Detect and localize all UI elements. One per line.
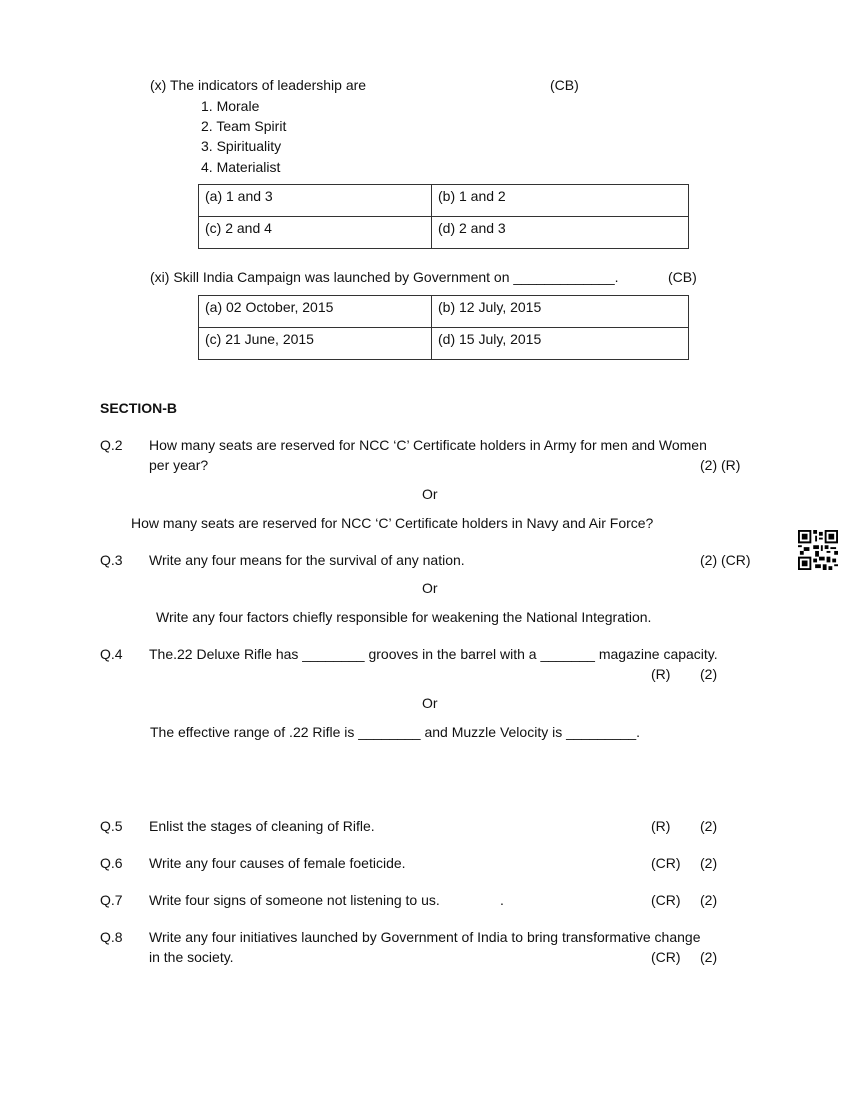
question-4-alternative: The effective range of .22 Rifle is ________ and Muzzle Velocity is _________. [150, 724, 641, 740]
question-3-text: Write any four means for the survival of any nation. [149, 552, 465, 568]
option-cell: (a) 02 October, 2015 [199, 296, 432, 328]
or-separator: Or [422, 486, 438, 502]
question-8-marks: (2) [700, 949, 718, 965]
question-8-line1: Write any four initiatives launched by Government of India to bring transformative change [149, 929, 701, 945]
question-xi-options-table [198, 295, 689, 360]
table-row [199, 328, 689, 360]
table-row [199, 296, 689, 328]
question-4-tag: (R) [651, 666, 671, 682]
question-2-alternative: How many seats are reserved for NCC ‘C’ Certificate holders in Navy and Air Force? [131, 515, 654, 531]
question-xi-stem: (xi) Skill India Campaign was launched by Government on _____________. [150, 269, 619, 285]
question-number: Q.8 [100, 929, 123, 945]
question-8-line2: in the society. [149, 949, 234, 965]
question-4-text: The.22 Deluxe Rifle has ________ grooves in the barrel with a _______ magazine capacity. [149, 646, 718, 662]
question-2-line1: How many seats are reserved for NCC ‘C’ Certificate holders in Army for men and Women [149, 437, 707, 453]
question-8-tag: (CR) [651, 949, 681, 965]
question-number: Q.3 [100, 552, 123, 568]
question-5-marks: (2) [700, 818, 718, 834]
question-6-marks: (2) [700, 855, 718, 871]
qr-code-icon [798, 530, 838, 570]
question-number: Q.4 [100, 646, 123, 662]
question-3-marks: (2) (CR) [700, 552, 751, 568]
question-number: Q.2 [100, 437, 123, 453]
question-7-tag: (CR) [651, 892, 681, 908]
list-item: 1. Morale [201, 98, 260, 114]
question-4-marks: (2) [700, 666, 718, 682]
section-title: SECTION-B [100, 400, 177, 416]
question-x-options-table [198, 184, 689, 249]
question-2-marks: (2) (R) [700, 457, 741, 473]
or-separator: Or [422, 580, 438, 596]
question-6-tag: (CR) [651, 855, 681, 871]
question-x-stem: (x) The indicators of leadership are [150, 77, 367, 93]
question-7-marks: (2) [700, 892, 718, 908]
question-5-text: Enlist the stages of cleaning of Rifle. [149, 818, 375, 834]
question-6-text: Write any four causes of female foeticide. [149, 855, 406, 871]
question-3-alternative: Write any four factors chiefly responsible for weakening the National Integration. [156, 609, 652, 625]
option-cell: (d) 2 and 3 [432, 217, 689, 249]
table-row [199, 185, 689, 217]
option-cell: (c) 21 June, 2015 [199, 328, 432, 360]
question-number: Q.5 [100, 818, 123, 834]
option-cell: (c) 2 and 4 [199, 217, 432, 249]
question-5-tag: (R) [651, 818, 671, 834]
question-number: Q.6 [100, 855, 123, 871]
option-cell: (a) 1 and 3 [199, 185, 432, 217]
question-xi-tag: (CB) [668, 269, 697, 285]
list-item: 3. Spirituality [201, 138, 282, 154]
list-item: 4. Materialist [201, 159, 281, 175]
question-number: Q.7 [100, 892, 123, 908]
question-7-dot: . [500, 892, 504, 908]
option-cell: (b) 12 July, 2015 [432, 296, 689, 328]
or-separator: Or [422, 695, 438, 711]
question-2-line2: per year? [149, 457, 209, 473]
option-cell: (b) 1 and 2 [432, 185, 689, 217]
table-row [199, 217, 689, 249]
question-x-tag: (CB) [550, 77, 579, 93]
list-item: 2. Team Spirit [201, 118, 287, 134]
option-cell: (d) 15 July, 2015 [432, 328, 689, 360]
question-7-text: Write four signs of someone not listening to us. [149, 892, 440, 908]
